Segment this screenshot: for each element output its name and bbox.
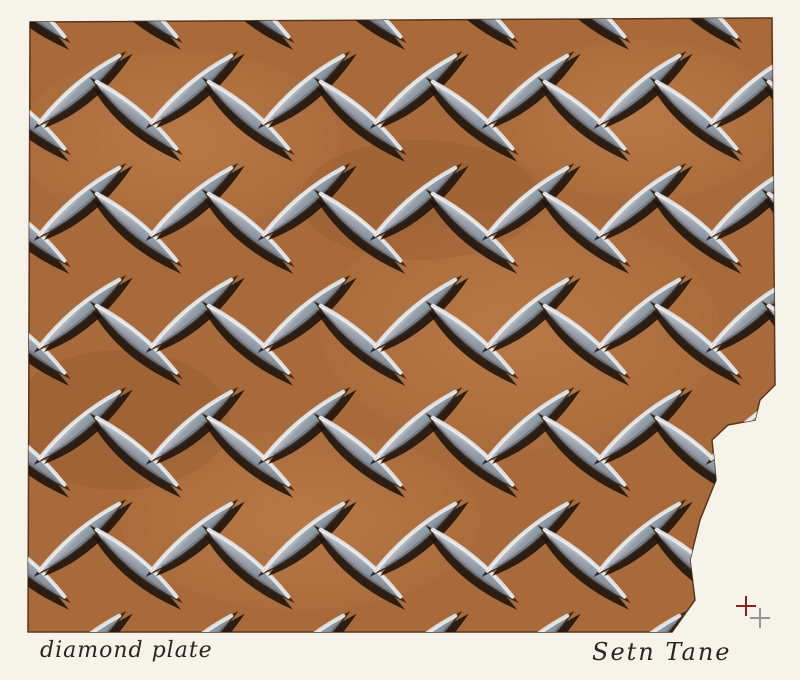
diamond-lug: [0, 0, 27, 27]
artist-signature: Setn Tane: [592, 638, 732, 666]
diamond-lug: [0, 603, 27, 680]
diamond-lug: [418, 633, 526, 680]
diamond-lug: [0, 43, 27, 139]
diamond-lug: [754, 633, 800, 680]
diamond-lug: [0, 267, 27, 363]
diamond-lug: [0, 155, 27, 251]
diamond-lug: [306, 633, 414, 680]
diamond-lug: [754, 409, 800, 505]
diamond-lug: [0, 491, 27, 587]
gray-cross-mark: [750, 608, 770, 628]
red-cross-mark: [736, 596, 756, 616]
registration-mark: [736, 596, 770, 628]
diamond-lug: [703, 491, 800, 587]
diamond-lug: [754, 521, 800, 617]
artwork-caption: diamond plate: [40, 638, 213, 663]
diamond-lug: [0, 379, 27, 475]
